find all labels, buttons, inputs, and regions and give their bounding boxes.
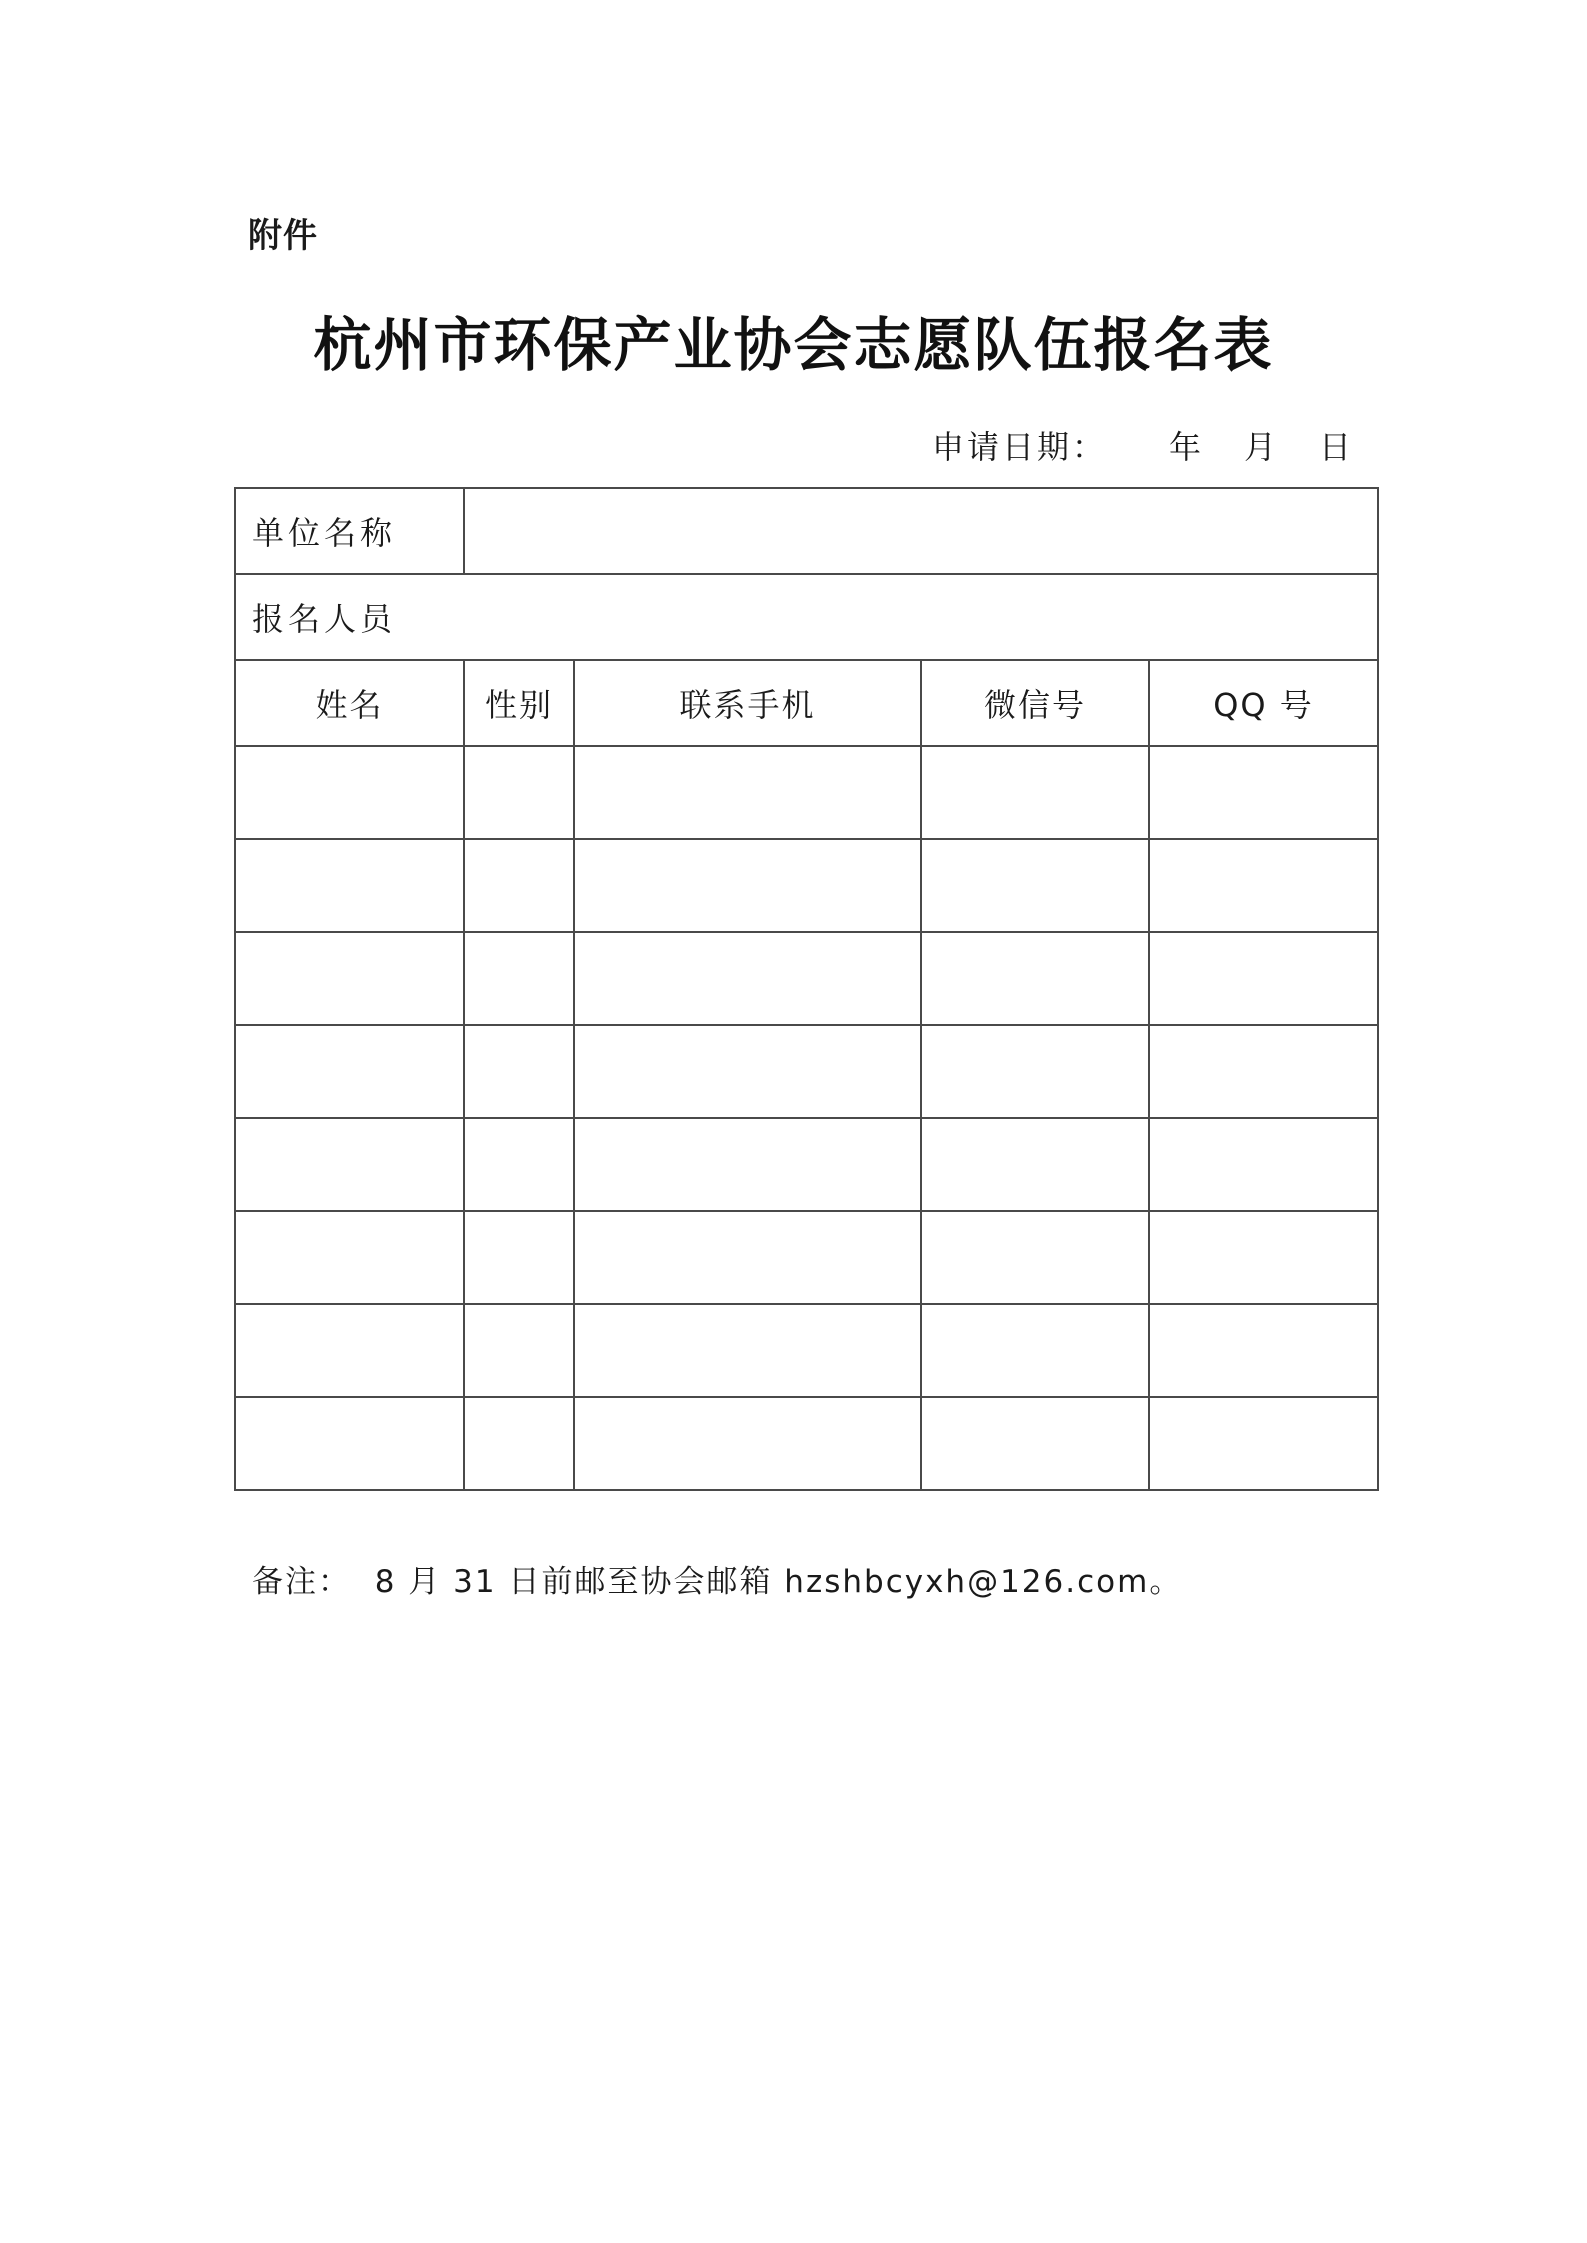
unit-name-row <box>235 488 1378 574</box>
qq-cell[interactable] <box>1149 839 1378 932</box>
qq-cell[interactable] <box>1149 746 1378 839</box>
date-label: 申请日期： <box>931 428 1107 466</box>
footnote <box>252 1556 1182 1601</box>
wechat-cell[interactable] <box>921 839 1149 932</box>
qq-cell[interactable] <box>1149 1304 1378 1397</box>
name-cell[interactable] <box>235 1118 464 1211</box>
unit-name-label: 单位名称 <box>235 488 464 574</box>
attachment-label: 附件 <box>248 216 318 256</box>
gender-cell[interactable] <box>464 1118 574 1211</box>
wechat-cell[interactable] <box>921 1304 1149 1397</box>
mobile-cell[interactable] <box>574 1118 921 1211</box>
mobile-cell[interactable] <box>574 932 921 1025</box>
name-cell[interactable] <box>235 1211 464 1304</box>
day-label: 日 <box>1318 428 1354 466</box>
mobile-cell[interactable] <box>574 1304 921 1397</box>
table-row <box>235 746 1378 839</box>
table-row <box>235 932 1378 1025</box>
gender-cell[interactable] <box>464 746 574 839</box>
wechat-cell[interactable] <box>921 932 1149 1025</box>
table-row <box>235 1211 1378 1304</box>
month-label: 月 <box>1243 428 1279 466</box>
table-row <box>235 1118 1378 1211</box>
year-label: 年 <box>1168 428 1204 466</box>
name-cell[interactable] <box>235 1025 464 1118</box>
registrants-label: 报名人员 <box>235 574 1378 660</box>
column-header-row <box>235 660 1378 746</box>
qq-cell[interactable] <box>1149 1025 1378 1118</box>
registrants-row <box>235 574 1378 660</box>
wechat-cell[interactable] <box>921 1025 1149 1118</box>
name-cell[interactable] <box>235 932 464 1025</box>
qq-cell[interactable] <box>1149 1118 1378 1211</box>
mobile-cell[interactable] <box>574 1211 921 1304</box>
unit-name-field[interactable] <box>464 488 1378 574</box>
table-row <box>235 1025 1378 1118</box>
name-cell[interactable] <box>235 839 464 932</box>
table-row <box>235 1304 1378 1397</box>
column-header-wechat: 微信号 <box>921 660 1149 746</box>
gender-cell[interactable] <box>464 1025 574 1118</box>
qq-cell[interactable] <box>1149 1211 1378 1304</box>
wechat-cell[interactable] <box>921 1397 1149 1490</box>
note-label: 备注： <box>252 1564 351 1600</box>
qq-cell[interactable] <box>1149 1397 1378 1490</box>
registration-form-table <box>234 487 1379 1491</box>
mobile-cell[interactable] <box>574 1397 921 1490</box>
gender-cell[interactable] <box>464 932 574 1025</box>
mobile-cell[interactable] <box>574 746 921 839</box>
application-date-line <box>932 422 1354 468</box>
wechat-cell[interactable] <box>921 1211 1149 1304</box>
column-header-mobile: 联系手机 <box>574 660 921 746</box>
name-cell[interactable] <box>235 746 464 839</box>
gender-cell[interactable] <box>464 839 574 932</box>
wechat-cell[interactable] <box>921 746 1149 839</box>
wechat-cell[interactable] <box>921 1118 1149 1211</box>
page-title: 杭州市环保产业协会志愿队伍报名表 <box>313 311 1274 379</box>
mobile-cell[interactable] <box>574 839 921 932</box>
note-text: 8 月 31 日前邮至协会邮箱 hzshbcyxh@126.com。 <box>374 1564 1183 1600</box>
name-cell[interactable] <box>235 1397 464 1490</box>
table-row <box>235 839 1378 932</box>
qq-cell[interactable] <box>1149 932 1378 1025</box>
gender-cell[interactable] <box>464 1304 574 1397</box>
name-cell[interactable] <box>235 1304 464 1397</box>
column-header-qq: QQ 号 <box>1149 660 1378 746</box>
column-header-name: 姓名 <box>235 660 464 746</box>
table-row <box>235 1397 1378 1490</box>
gender-cell[interactable] <box>464 1397 574 1490</box>
mobile-cell[interactable] <box>574 1025 921 1118</box>
gender-cell[interactable] <box>464 1211 574 1304</box>
column-header-gender: 性别 <box>464 660 574 746</box>
